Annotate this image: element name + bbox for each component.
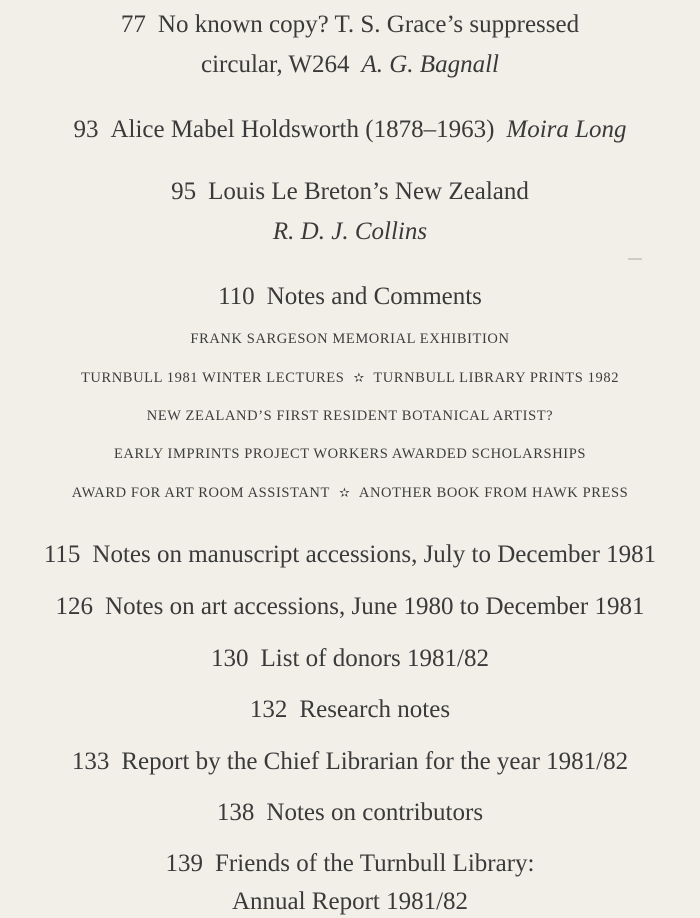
entry-author: R. D. J. Collins [272,218,428,245]
subitem-text: FRANK SARGESON MEMORIAL EXHIBITION [190,331,510,347]
page-number: 139 [165,850,204,877]
page-number: 110 [218,283,255,310]
page-number: 132 [249,696,288,723]
entry-title: Notes on contributors [266,799,484,826]
toc-entry-110 [0,282,700,312]
toc-entry-130 [0,644,700,674]
entry-title: Louis Le Breton’s New Zealand [208,178,529,205]
entry-title: List of donors 1981/82 [260,645,489,672]
toc-entry-132 [0,695,700,725]
toc-entry-95-line2 [0,217,700,247]
entry-title: No known copy? T. S. Grace’s suppressed [157,11,580,38]
entry-title: Research notes [299,696,451,723]
toc-entry-126 [0,592,700,622]
toc-entry-77-line2 [0,50,700,80]
notes-subitem [0,369,700,388]
toc-entry-133 [0,747,700,777]
entry-title: Annual Report 1981/82 [231,888,469,915]
entry-title: Friends of the Turnbull Library: [215,850,535,877]
page-number: 138 [216,799,255,826]
page-number: 130 [211,645,249,672]
page-number: 133 [71,748,110,775]
toc-entry-77-line1 [0,10,700,40]
entry-title: circular, W264 [201,51,350,78]
entry-title: Notes on manuscript accessions, July to December 1981 [92,541,657,568]
entry-title: Notes and Comments [266,283,482,310]
entry-title: Report by the Chief Librarian for the year 1981/82 [121,748,629,775]
entry-author: Moira Long [506,116,627,143]
entry-author: A. G. Bagnall [361,51,499,78]
page-number: 95 [171,178,197,205]
entry-title: Notes on art accessions, June 1980 to December 1981 [105,593,645,620]
notes-subitem [0,484,700,503]
entry-title: Alice Mabel Holdsworth (1878–1963) [110,116,495,143]
toc-entry-139-line1 [0,849,700,879]
toc-entry-93 [0,115,700,145]
notes-subitem [0,445,700,463]
star-icon: ✫ [353,371,365,386]
toc-entry-115 [0,540,700,570]
subitem-text: AWARD FOR ART ROOM ASSISTANT [71,485,330,501]
subitem-text: TURNBULL LIBRARY PRINTS 1982 [373,370,620,386]
subitem-text: TURNBULL 1981 WINTER LECTURES [80,370,345,386]
paper-speck [628,258,642,260]
toc-entry-95-line1 [0,177,700,207]
page-number: 115 [43,541,81,568]
subitem-text: EARLY IMPRINTS PROJECT WORKERS AWARDED SCHOLARSHIPS [113,446,587,462]
subitem-text: NEW ZEALAND’S FIRST RESIDENT BOTANICAL ARTIST? [146,408,554,424]
subitem-text: ANOTHER BOOK FROM HAWK PRESS [358,485,629,501]
page-number: 93 [73,116,99,143]
notes-subitem [0,407,700,425]
page-number: 126 [55,593,94,620]
page-number: 77 [120,11,146,38]
toc-entry-138 [0,798,700,828]
star-icon: ✫ [338,486,350,501]
toc-entry-139-line2 [0,887,700,917]
notes-subitem [0,330,700,348]
